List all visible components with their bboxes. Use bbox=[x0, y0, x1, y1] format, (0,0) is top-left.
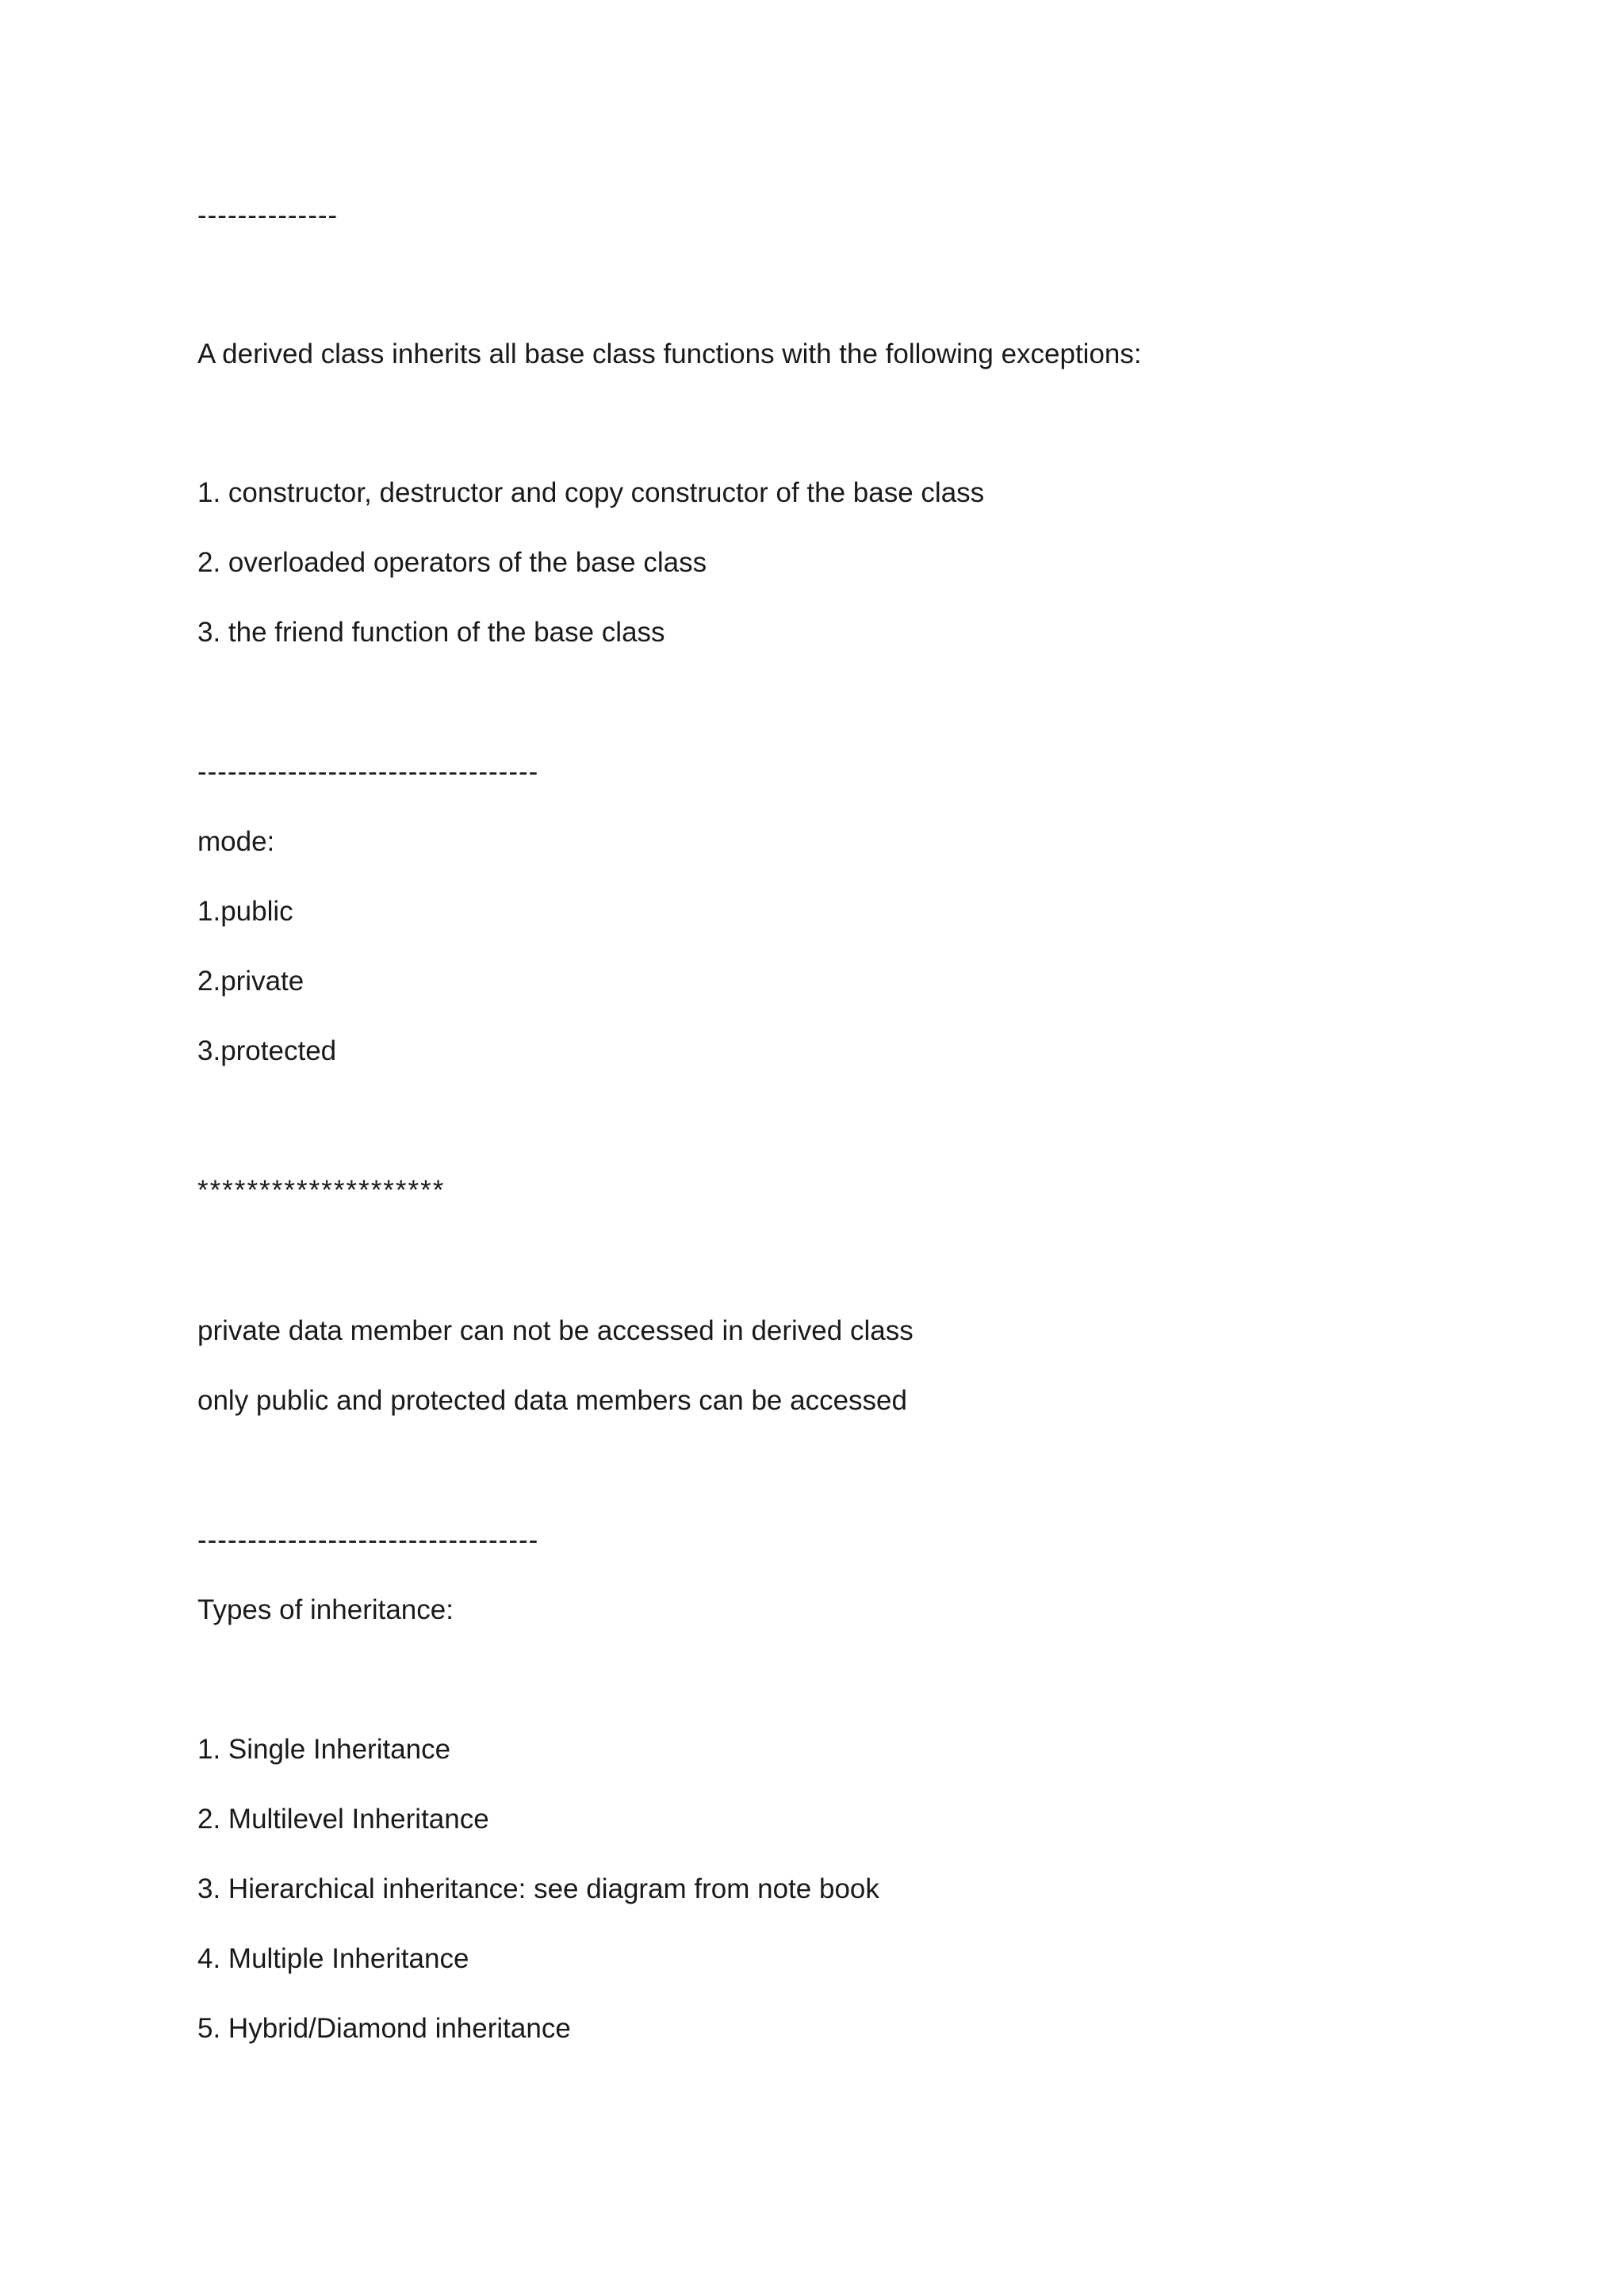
mode-item: 2.private bbox=[197, 966, 304, 997]
access-note: private data member can not be accessed in derived class bbox=[197, 1315, 914, 1346]
types-heading: Types of inheritance: bbox=[197, 1594, 454, 1625]
inheritance-type-item: 1. Single Inheritance bbox=[197, 1734, 451, 1765]
separator-dashes: -------------- bbox=[197, 200, 339, 231]
inheritance-type-item: 3. Hierarchical inheritance: see diagram from note book bbox=[197, 1873, 879, 1904]
mode-heading: mode: bbox=[197, 826, 275, 857]
mode-item: 3.protected bbox=[197, 1035, 337, 1066]
separator-dashes: ---------------------------------- bbox=[197, 756, 539, 787]
inheritance-type-item: 4. Multiple Inheritance bbox=[197, 1943, 469, 1974]
inheritance-type-item: 5. Hybrid/Diamond inheritance bbox=[197, 2013, 571, 2044]
intro-text: A derived class inherits all base class functions with the following exceptions: bbox=[197, 339, 1142, 369]
mode-item: 1.public bbox=[197, 896, 293, 927]
access-note: only public and protected data members can be accessed bbox=[197, 1385, 907, 1416]
exception-item: 2. overloaded operators of the base class bbox=[197, 547, 707, 578]
separator-stars: ******************** bbox=[197, 1175, 446, 1206]
exception-item: 3. the friend function of the base class bbox=[197, 617, 665, 648]
exception-item: 1. constructor, destructor and copy constructor of the base class bbox=[197, 477, 985, 508]
separator-dashes: ---------------------------------- bbox=[197, 1525, 539, 1556]
inheritance-type-item: 2. Multilevel Inheritance bbox=[197, 1804, 489, 1835]
